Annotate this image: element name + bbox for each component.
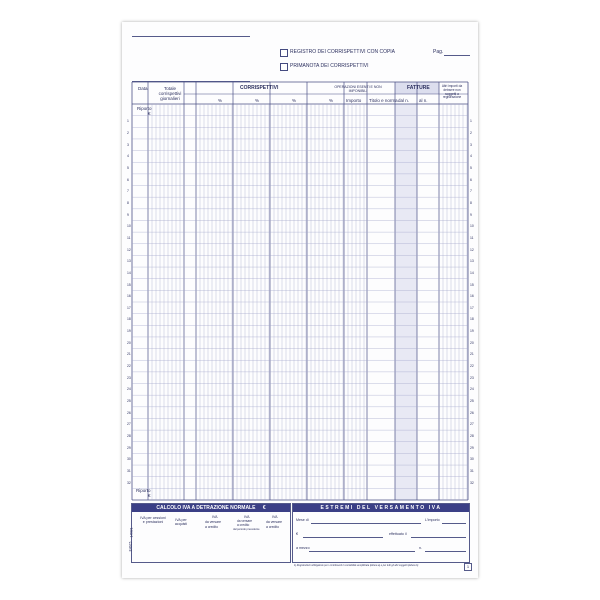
mese-line — [311, 523, 421, 524]
col-data-header: Data — [138, 86, 148, 91]
calcolo-iva-title — [132, 504, 290, 512]
col-corrispettivi-header: CORRISPETTIVI — [240, 85, 279, 91]
percent-2: % — [255, 98, 260, 103]
row-number-right: 10 — [470, 224, 474, 229]
calc-col-3b: a credito — [205, 525, 219, 529]
row-number-left: 10 — [127, 224, 131, 229]
row-number-right: 6 — [470, 177, 472, 182]
row-number-left: 11 — [127, 235, 131, 240]
row-number-right: 4 — [470, 154, 472, 159]
calcolo-iva-euro: € — [262, 505, 266, 511]
versamento-box — [292, 503, 470, 563]
row-number-left: 3 — [127, 142, 129, 147]
footnote: 1) Registrazioni obbligatorie per i contribuenti in contabilità semplificata (lettera a) e per tutti gli altri soggetti (lettera b) — [294, 564, 419, 567]
row-number-right: 2 — [470, 131, 472, 136]
percent-4: % — [329, 98, 334, 103]
n-label: n. — [419, 546, 422, 550]
calc-col-4a: da versare — [237, 519, 253, 523]
register-table — [122, 22, 478, 578]
col-dal-header: dal n. — [398, 98, 410, 103]
row-number-left: 9 — [127, 212, 129, 217]
row-number-left: 26 — [127, 410, 131, 415]
row-number-left: 31 — [127, 468, 131, 473]
calc-col-3: IVA — [212, 515, 218, 519]
row-number-right: 25 — [470, 399, 474, 403]
importo-label: L'importo — [425, 518, 440, 522]
row-number-right: 8 — [470, 201, 472, 205]
row-number-right: 1 — [470, 119, 472, 124]
row-number-left: 16 — [127, 294, 131, 299]
row-number-left: 12 — [127, 247, 131, 252]
percent-1: % — [218, 98, 223, 103]
a-mezzo-label: a mezzo — [296, 546, 310, 550]
calcolo-iva-title-text: CALCOLO IVA A DETRAZIONE NORMALE — [156, 505, 256, 511]
row-number-left: 8 — [127, 201, 129, 205]
row-number-right: 26 — [470, 410, 474, 415]
row-number-left: 19 — [127, 329, 131, 334]
col-note-header: Altri importi da detrarre non soggetti a registrazione — [441, 84, 463, 100]
row-number-left: 13 — [127, 259, 131, 264]
row-number-right: 19 — [470, 329, 474, 334]
row-number-left: 25 — [127, 399, 131, 403]
registro-label: REGISTRO DEI CORRISPETTIVI CON COPIA — [290, 49, 396, 55]
col-titolo-header: Titolo e norma — [369, 98, 398, 103]
calc-col-3a: da versare — [205, 520, 222, 524]
col-importo-header: Importo — [346, 98, 362, 103]
row-number-right: 21 — [470, 352, 474, 357]
row-number-right: 5 — [470, 166, 472, 171]
page-number: 1 — [464, 563, 472, 571]
riporto-top-euro: € — [148, 111, 151, 116]
row-number-left: 15 — [127, 282, 131, 287]
row-number-left: 2 — [127, 131, 129, 136]
row-number-right: 23 — [470, 375, 474, 380]
col-al-header: al n. — [419, 98, 428, 103]
row-number-right: 29 — [470, 445, 474, 450]
importo-line — [442, 523, 466, 524]
row-number-right: 14 — [470, 270, 474, 275]
a-mezzo-line — [309, 551, 415, 552]
row-number-left: 29 — [127, 445, 131, 450]
row-number-left: 1 — [127, 119, 129, 124]
versamento-title: ESTREMI DEL VERSAMENTO IVA — [293, 504, 469, 512]
row-number-right: 3 — [470, 142, 472, 147]
row-number-right: 22 — [470, 364, 474, 369]
row-number-left: 22 — [127, 364, 131, 369]
page-label: Pag. — [433, 49, 444, 55]
row-number-left: 24 — [127, 387, 131, 392]
row-number-left: 32 — [127, 480, 131, 485]
n-line — [425, 551, 466, 552]
row-number-left: 27 — [127, 422, 131, 427]
row-number-right: 13 — [470, 259, 474, 264]
riporto-bottom-label: Riporto — [136, 488, 151, 493]
effettuato-line — [411, 537, 466, 538]
euro-label: € — [296, 532, 299, 536]
row-number-left: 28 — [127, 433, 131, 438]
effettuato-label: effettuato il — [389, 532, 407, 536]
side-code: E4915 — [128, 541, 133, 552]
col-fatture-header: FATTURE — [407, 85, 430, 91]
row-number-right: 11 — [470, 235, 474, 240]
row-number-right: 15 — [470, 282, 474, 287]
calc-col-4c: dal periodo precedente — [233, 528, 260, 531]
mese-label: Mese di — [296, 518, 309, 522]
row-number-left: 30 — [127, 457, 131, 462]
row-number-left: 21 — [127, 352, 131, 357]
row-number-left: 23 — [127, 375, 131, 380]
row-number-right: 32 — [470, 480, 474, 485]
calc-col-2: IVA per acquisti — [174, 518, 188, 527]
calc-col-4: IVA — [244, 515, 250, 519]
register-grid — [122, 22, 478, 578]
calc-col-5: IVA — [272, 515, 278, 519]
side-code-2: 1458/1 — [129, 527, 134, 538]
row-number-right: 18 — [470, 317, 474, 322]
col-operazioni-header: OPERAZIONI ESENTI E NON IMPONIBILI — [334, 85, 382, 93]
primanota-label: PRIMANOTA DEI CORRISPETTIVI — [290, 63, 369, 69]
riporto-bottom-euro: € — [148, 493, 151, 498]
row-number-right: 9 — [470, 212, 472, 217]
calc-col-4b: a credito — [237, 523, 250, 527]
calc-col-5b: a credito — [266, 525, 280, 529]
calcolo-iva-box — [128, 503, 291, 563]
row-number-left: 14 — [127, 270, 131, 275]
row-number-right: 30 — [470, 457, 474, 462]
register-sheet — [122, 22, 478, 578]
percent-3: % — [292, 98, 297, 103]
row-number-left: 6 — [127, 177, 129, 182]
row-number-right: 28 — [470, 433, 474, 438]
row-number-left: 5 — [127, 166, 129, 171]
euro-line — [303, 537, 383, 538]
row-number-right: 24 — [470, 387, 474, 392]
row-number-right: 31 — [470, 468, 474, 473]
row-number-left: 4 — [127, 154, 129, 159]
row-number-right: 16 — [470, 294, 474, 299]
row-number-right: 27 — [470, 422, 474, 427]
row-number-right: 20 — [470, 340, 474, 345]
calc-col-5a: da versare — [266, 520, 283, 524]
col-totale-header: Totale corrispettivi giornalieri — [158, 86, 182, 101]
row-number-right: 17 — [470, 305, 474, 310]
row-number-left: 20 — [127, 340, 131, 345]
row-number-left: 18 — [127, 317, 131, 322]
riporto-top-label: Riporto — [137, 106, 152, 111]
row-number-right: 7 — [470, 189, 472, 194]
row-number-left: 7 — [127, 189, 129, 194]
row-number-right: 12 — [470, 247, 474, 252]
calc-col-1: IVA per cessioni e prestazioni — [140, 516, 166, 525]
row-number-left: 17 — [127, 305, 131, 310]
